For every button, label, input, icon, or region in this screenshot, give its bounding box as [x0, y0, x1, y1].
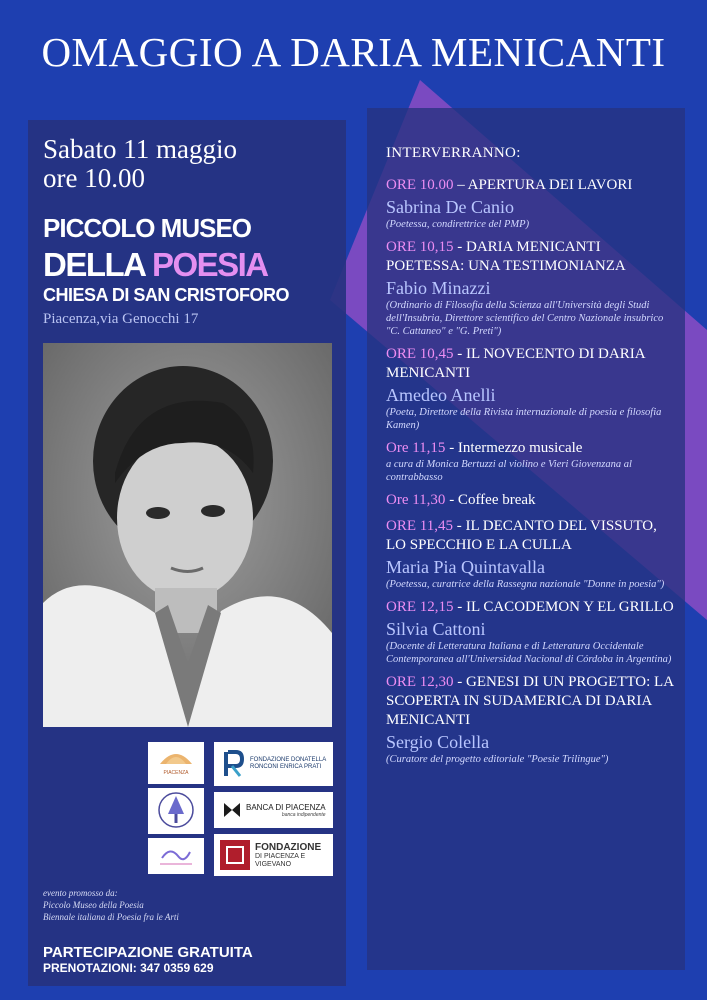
program-item-title: – APERTURA DEI LAVORI	[453, 177, 633, 193]
program-item	[386, 176, 678, 231]
fondazione-prati-logo	[214, 742, 333, 786]
program-item	[386, 439, 678, 484]
program-item-note: (Curatore del progetto editoriale "Poesie Trilingue")	[386, 754, 609, 765]
program-item-note: (Poetessa, curatrice della Rassegna nazionale "Donne in poesia")	[386, 579, 665, 590]
program-item-time: ORE 10,15	[386, 239, 454, 255]
program-heading: INTERVERRANNO:	[386, 145, 521, 161]
program-item-title: - IL DECANTO DEL VISSUTO, LO SPECCHIO E LA CULLA	[386, 518, 657, 553]
program-item-time: Ore 11,30	[386, 492, 446, 508]
banca-piacenza-text: BANCA DI PIACENZA	[246, 802, 326, 812]
program-item-time: ORE 12,15	[386, 599, 454, 615]
program-item-time: ORE 10.00	[386, 177, 454, 193]
program-item-time: ORE 11,45	[386, 518, 453, 534]
program-item-speaker: Silvia Cattoni	[386, 619, 486, 639]
program-list	[386, 145, 678, 773]
venue-name-line2	[43, 246, 268, 284]
program-item	[386, 345, 678, 432]
event-date: Sabato 11 maggio	[43, 134, 237, 164]
portrait-photo	[43, 343, 332, 727]
program-item-speaker: Fabio Minazzi	[386, 278, 491, 298]
program-item-time: ORE 10,45	[386, 346, 454, 362]
program-item-heading	[386, 176, 678, 195]
program-item-speaker: Amedeo Anelli	[386, 385, 496, 405]
page-title: OMAGGIO A DARIA MENICANTI	[41, 29, 666, 75]
program-item-title: - GENESI DI UN PROGETTO: LA SCOPERTA IN SUDAMERICA DI DARIA MENICANTI	[386, 674, 674, 728]
biennale-logo	[148, 838, 204, 874]
program-item-speaker: Maria Pia Quintavalla	[386, 557, 545, 577]
program-items	[386, 176, 678, 766]
promo-line1: evento promosso da:	[43, 888, 118, 898]
program-item-heading	[386, 491, 678, 510]
fondazione-piacenza-subtext: DI PIACENZA E VIGEVANO	[255, 852, 306, 868]
program-item	[386, 673, 678, 766]
program-item-note: (Docente di Letteratura Italiana e di Letteratura Occidentale Contemporanea all'Universidad Nacional di Córdoba in Argentina)	[386, 641, 672, 665]
event-time: ore 10.00	[43, 163, 145, 193]
fondazione-prati-text: FONDAZIONE DONATELLA RONCONI ENRICA PRATI	[250, 756, 326, 770]
program-item-heading	[386, 238, 678, 276]
venue-name-line1: PICCOLO MUSEO	[43, 213, 252, 243]
program-item-heading	[386, 673, 678, 730]
program-item-time: Ore 11,15	[386, 440, 446, 456]
fondazione-piacenza-text: FONDAZIONE	[255, 841, 322, 853]
tree-seal-logo	[148, 788, 204, 834]
booking-phone: PRENOTAZIONI: 347 0359 629	[43, 961, 214, 975]
program-item-speaker: Sabrina De Canio	[386, 197, 514, 217]
program-item	[386, 598, 678, 666]
free-participation: PARTECIPAZIONE GRATUITA	[43, 944, 253, 961]
banca-piacenza-logo	[214, 792, 333, 828]
fondazione-piacenza-icon	[220, 840, 250, 870]
program-item	[386, 238, 678, 338]
venue-name-poesia: POESIA	[151, 246, 268, 283]
program-item-note: a cura di Monica Bertuzzi al violino e Vieri Giovenzana al contrabbasso	[386, 459, 632, 483]
program-item-heading	[386, 598, 678, 617]
program-item-note: (Ordinario di Filosofia della Scienza all'Università degli Studi dell'Insubria, Direttore scientifico del Centro Nazionale insubrico "C. Cattaneo" e "G. Preti")	[386, 300, 664, 337]
piccolo-museo-poesia-logo	[148, 742, 204, 784]
svg-text:PIACENZA: PIACENZA	[163, 770, 189, 776]
venue-name-della: DELLA	[43, 246, 145, 283]
program-item-title: - DARIA MENICANTI POETESSA: UNA TESTIMONIANZA	[386, 239, 626, 274]
program-item-title: - IL NOVECENTO DI DARIA MENICANTI	[386, 346, 645, 381]
program-item-heading	[386, 517, 678, 555]
program-item-heading	[386, 439, 678, 458]
promo-line2: Piccolo Museo della Poesia	[43, 900, 144, 910]
program-item	[386, 491, 678, 510]
program-item-note: (Poetessa, condirettrice del PMP)	[386, 219, 530, 230]
promo-line3: Biennale italiana di Poesia fra le Arti	[43, 912, 179, 922]
program-item-title: - Coffee break	[445, 492, 536, 508]
program-item-speaker: Sergio Colella	[386, 732, 490, 752]
program-item-heading	[386, 345, 678, 383]
program-item-title: - Intermezzo musicale	[445, 440, 583, 456]
venue-address: Piacenza,via Genocchi 17	[43, 311, 199, 327]
program-item-note: (Poeta, Direttore della Rivista internazionale di poesia e filosofia Kamen)	[386, 407, 662, 431]
program-item-time: ORE 12,30	[386, 674, 454, 690]
fondazione-piacenza-logo	[214, 834, 333, 876]
banca-piacenza-subtext: banca indipendente	[281, 811, 326, 818]
venue-church: CHIESA DI SAN CRISTOFORO	[43, 285, 290, 305]
promo-text	[43, 887, 179, 923]
program-item-title: - IL CACODEMON Y EL GRILLO	[453, 599, 674, 615]
program-item	[386, 517, 678, 591]
